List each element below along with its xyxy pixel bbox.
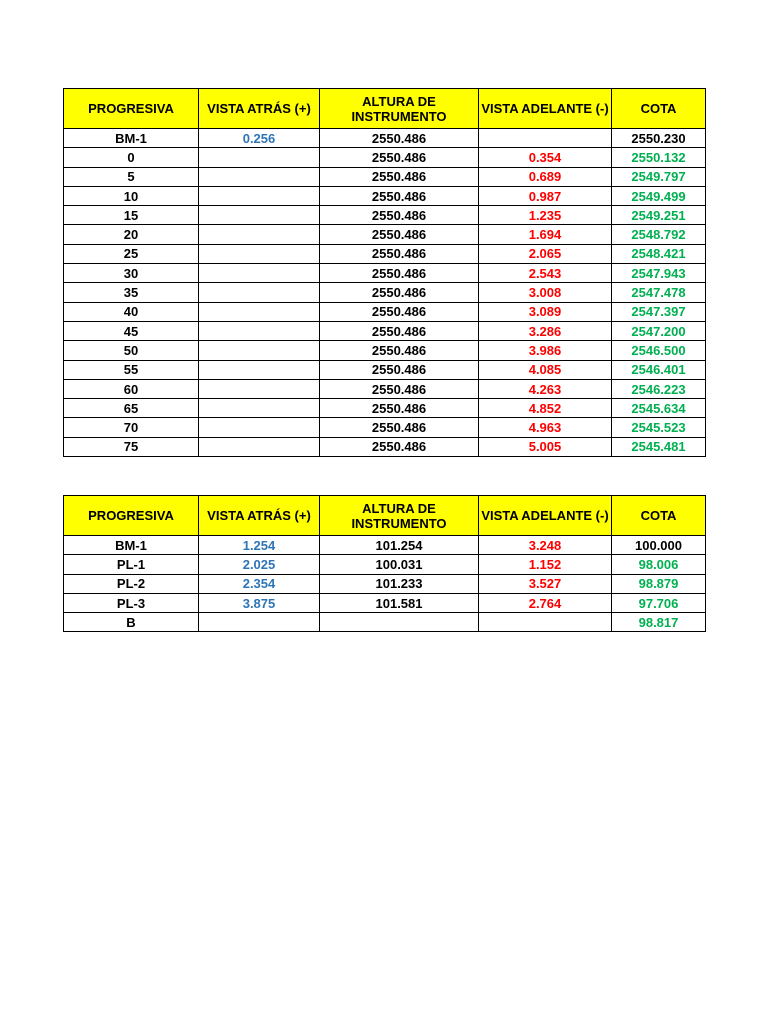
- cell-altura-instrumento: 2550.486: [320, 360, 479, 379]
- cell-vista-atras: [199, 225, 320, 244]
- cell-cota: 98.879: [612, 574, 706, 593]
- header-progresiva: PROGRESIVA: [64, 89, 199, 129]
- cell-vista-adelante: 2.764: [479, 593, 612, 612]
- table-row: [64, 302, 706, 321]
- cell-altura-instrumento: 2550.486: [320, 244, 479, 263]
- table-row: [64, 206, 706, 225]
- cell-vista-adelante: 3.286: [479, 321, 612, 340]
- cell-progresiva: 5: [64, 167, 199, 186]
- cell-cota: 2548.421: [612, 244, 706, 263]
- cell-cota: 2550.132: [612, 148, 706, 167]
- cell-progresiva: 10: [64, 186, 199, 205]
- cell-vista-adelante: [479, 129, 612, 148]
- cell-altura-instrumento: 2550.486: [320, 225, 479, 244]
- table-row: [64, 186, 706, 205]
- table-row: [64, 574, 706, 593]
- cell-vista-adelante: 3.089: [479, 302, 612, 321]
- table-body: [64, 129, 706, 457]
- cell-progresiva: 30: [64, 264, 199, 283]
- cell-cota: 2545.523: [612, 418, 706, 437]
- cell-vista-adelante: 1.235: [479, 206, 612, 225]
- header-progresiva: PROGRESIVA: [64, 496, 199, 536]
- cell-progresiva: 60: [64, 379, 199, 398]
- cell-vista-atras: [199, 302, 320, 321]
- cell-altura-instrumento: 100.031: [320, 555, 479, 574]
- cell-vista-atras: 1.254: [199, 536, 320, 555]
- cell-vista-atras: [199, 379, 320, 398]
- cell-progresiva: 70: [64, 418, 199, 437]
- cell-vista-adelante: 3.008: [479, 283, 612, 302]
- table-row: [64, 264, 706, 283]
- table-row: [64, 341, 706, 360]
- table-row: [64, 167, 706, 186]
- cell-vista-atras: [199, 206, 320, 225]
- table-row: [64, 321, 706, 340]
- table-row: [64, 536, 706, 555]
- cell-vista-adelante: 4.263: [479, 379, 612, 398]
- cell-altura-instrumento: 2550.486: [320, 148, 479, 167]
- cell-vista-adelante: 2.065: [479, 244, 612, 263]
- cell-progresiva: 40: [64, 302, 199, 321]
- table-row: [64, 129, 706, 148]
- cell-progresiva: PL-1: [64, 555, 199, 574]
- cell-altura-instrumento: 2550.486: [320, 399, 479, 418]
- cell-vista-adelante: 3.527: [479, 574, 612, 593]
- cell-vista-adelante: 5.005: [479, 437, 612, 456]
- cell-progresiva: 20: [64, 225, 199, 244]
- cell-progresiva: PL-2: [64, 574, 199, 593]
- cell-altura-instrumento: 2550.486: [320, 321, 479, 340]
- cell-altura-instrumento: 101.254: [320, 536, 479, 555]
- cell-vista-atras: [199, 148, 320, 167]
- cell-progresiva: 35: [64, 283, 199, 302]
- cell-altura-instrumento: 2550.486: [320, 418, 479, 437]
- cell-progresiva: 45: [64, 321, 199, 340]
- cell-vista-adelante: 4.963: [479, 418, 612, 437]
- table-row: [64, 225, 706, 244]
- cell-vista-atras: [199, 341, 320, 360]
- header-vista-adelante: VISTA ADELANTE (-): [479, 496, 612, 536]
- cell-vista-atras: [199, 437, 320, 456]
- cell-altura-instrumento: 2550.486: [320, 186, 479, 205]
- cell-altura-instrumento: 101.233: [320, 574, 479, 593]
- cell-progresiva: 25: [64, 244, 199, 263]
- cell-vista-atras: 2.354: [199, 574, 320, 593]
- leveling-table-2: [63, 495, 706, 632]
- table-row: [64, 283, 706, 302]
- cell-vista-adelante: 3.986: [479, 341, 612, 360]
- cell-altura-instrumento: [320, 613, 479, 632]
- header-cota: COTA: [612, 89, 706, 129]
- header-cota: COTA: [612, 496, 706, 536]
- cell-vista-adelante: [479, 613, 612, 632]
- cell-vista-adelante: 4.852: [479, 399, 612, 418]
- table-row: [64, 244, 706, 263]
- cell-progresiva: B: [64, 613, 199, 632]
- cell-cota: 2545.634: [612, 399, 706, 418]
- cell-altura-instrumento: 2550.486: [320, 379, 479, 398]
- cell-cota: 97.706: [612, 593, 706, 612]
- table-row: [64, 555, 706, 574]
- table-row: [64, 613, 706, 632]
- cell-vista-atras: [199, 167, 320, 186]
- cell-progresiva: 15: [64, 206, 199, 225]
- cell-vista-atras: 0.256: [199, 129, 320, 148]
- cell-vista-adelante: 2.543: [479, 264, 612, 283]
- cell-cota: 2549.251: [612, 206, 706, 225]
- cell-vista-atras: [199, 244, 320, 263]
- header-vista-adelante: VISTA ADELANTE (-): [479, 89, 612, 129]
- cell-altura-instrumento: 2550.486: [320, 283, 479, 302]
- cell-progresiva: 65: [64, 399, 199, 418]
- cell-vista-adelante: 4.085: [479, 360, 612, 379]
- table-row: [64, 593, 706, 612]
- table-row: [64, 360, 706, 379]
- cell-altura-instrumento: 2550.486: [320, 341, 479, 360]
- header-altura-instrumento: ALTURA DE INSTRUMENTO: [320, 89, 479, 129]
- table-row: [64, 418, 706, 437]
- cell-cota: 2545.481: [612, 437, 706, 456]
- cell-altura-instrumento: 2550.486: [320, 129, 479, 148]
- cell-vista-adelante: 3.248: [479, 536, 612, 555]
- cell-vista-atras: [199, 360, 320, 379]
- cell-progresiva: PL-3: [64, 593, 199, 612]
- cell-vista-atras: 3.875: [199, 593, 320, 612]
- cell-progresiva: 50: [64, 341, 199, 360]
- cell-cota: 2546.500: [612, 341, 706, 360]
- cell-altura-instrumento: 2550.486: [320, 167, 479, 186]
- table-row: [64, 148, 706, 167]
- header-vista-atras: VISTA ATRÁS (+): [199, 496, 320, 536]
- cell-altura-instrumento: 2550.486: [320, 264, 479, 283]
- table-row: [64, 379, 706, 398]
- cell-vista-adelante: 0.987: [479, 186, 612, 205]
- cell-cota: 100.000: [612, 536, 706, 555]
- cell-altura-instrumento: 101.581: [320, 593, 479, 612]
- cell-vista-atras: [199, 418, 320, 437]
- cell-vista-atras: [199, 613, 320, 632]
- cell-vista-adelante: 1.152: [479, 555, 612, 574]
- cell-altura-instrumento: 2550.486: [320, 437, 479, 456]
- cell-cota: 2546.401: [612, 360, 706, 379]
- cell-progresiva: BM-1: [64, 129, 199, 148]
- header-vista-atras: VISTA ATRÁS (+): [199, 89, 320, 129]
- cell-cota: 2548.792: [612, 225, 706, 244]
- cell-vista-atras: [199, 186, 320, 205]
- cell-vista-atras: 2.025: [199, 555, 320, 574]
- cell-cota: 2549.797: [612, 167, 706, 186]
- table-body: [64, 536, 706, 632]
- table-header-row: [64, 496, 706, 536]
- cell-progresiva: BM-1: [64, 536, 199, 555]
- cell-cota: 98.817: [612, 613, 706, 632]
- cell-vista-adelante: 0.689: [479, 167, 612, 186]
- cell-cota: 2546.223: [612, 379, 706, 398]
- table-header-row: [64, 89, 706, 129]
- header-altura-instrumento: ALTURA DE INSTRUMENTO: [320, 496, 479, 536]
- cell-altura-instrumento: 2550.486: [320, 302, 479, 321]
- cell-vista-atras: [199, 264, 320, 283]
- table-row: [64, 437, 706, 456]
- cell-altura-instrumento: 2550.486: [320, 206, 479, 225]
- cell-progresiva: 0: [64, 148, 199, 167]
- table-row: [64, 399, 706, 418]
- cell-cota: 2550.230: [612, 129, 706, 148]
- leveling-table-1: [63, 88, 706, 457]
- cell-vista-adelante: 0.354: [479, 148, 612, 167]
- cell-vista-atras: [199, 283, 320, 302]
- cell-vista-adelante: 1.694: [479, 225, 612, 244]
- cell-cota: 2547.943: [612, 264, 706, 283]
- cell-vista-atras: [199, 399, 320, 418]
- cell-cota: 2547.397: [612, 302, 706, 321]
- cell-progresiva: 55: [64, 360, 199, 379]
- cell-progresiva: 75: [64, 437, 199, 456]
- cell-cota: 2549.499: [612, 186, 706, 205]
- cell-cota: 98.006: [612, 555, 706, 574]
- cell-cota: 2547.478: [612, 283, 706, 302]
- cell-vista-atras: [199, 321, 320, 340]
- cell-cota: 2547.200: [612, 321, 706, 340]
